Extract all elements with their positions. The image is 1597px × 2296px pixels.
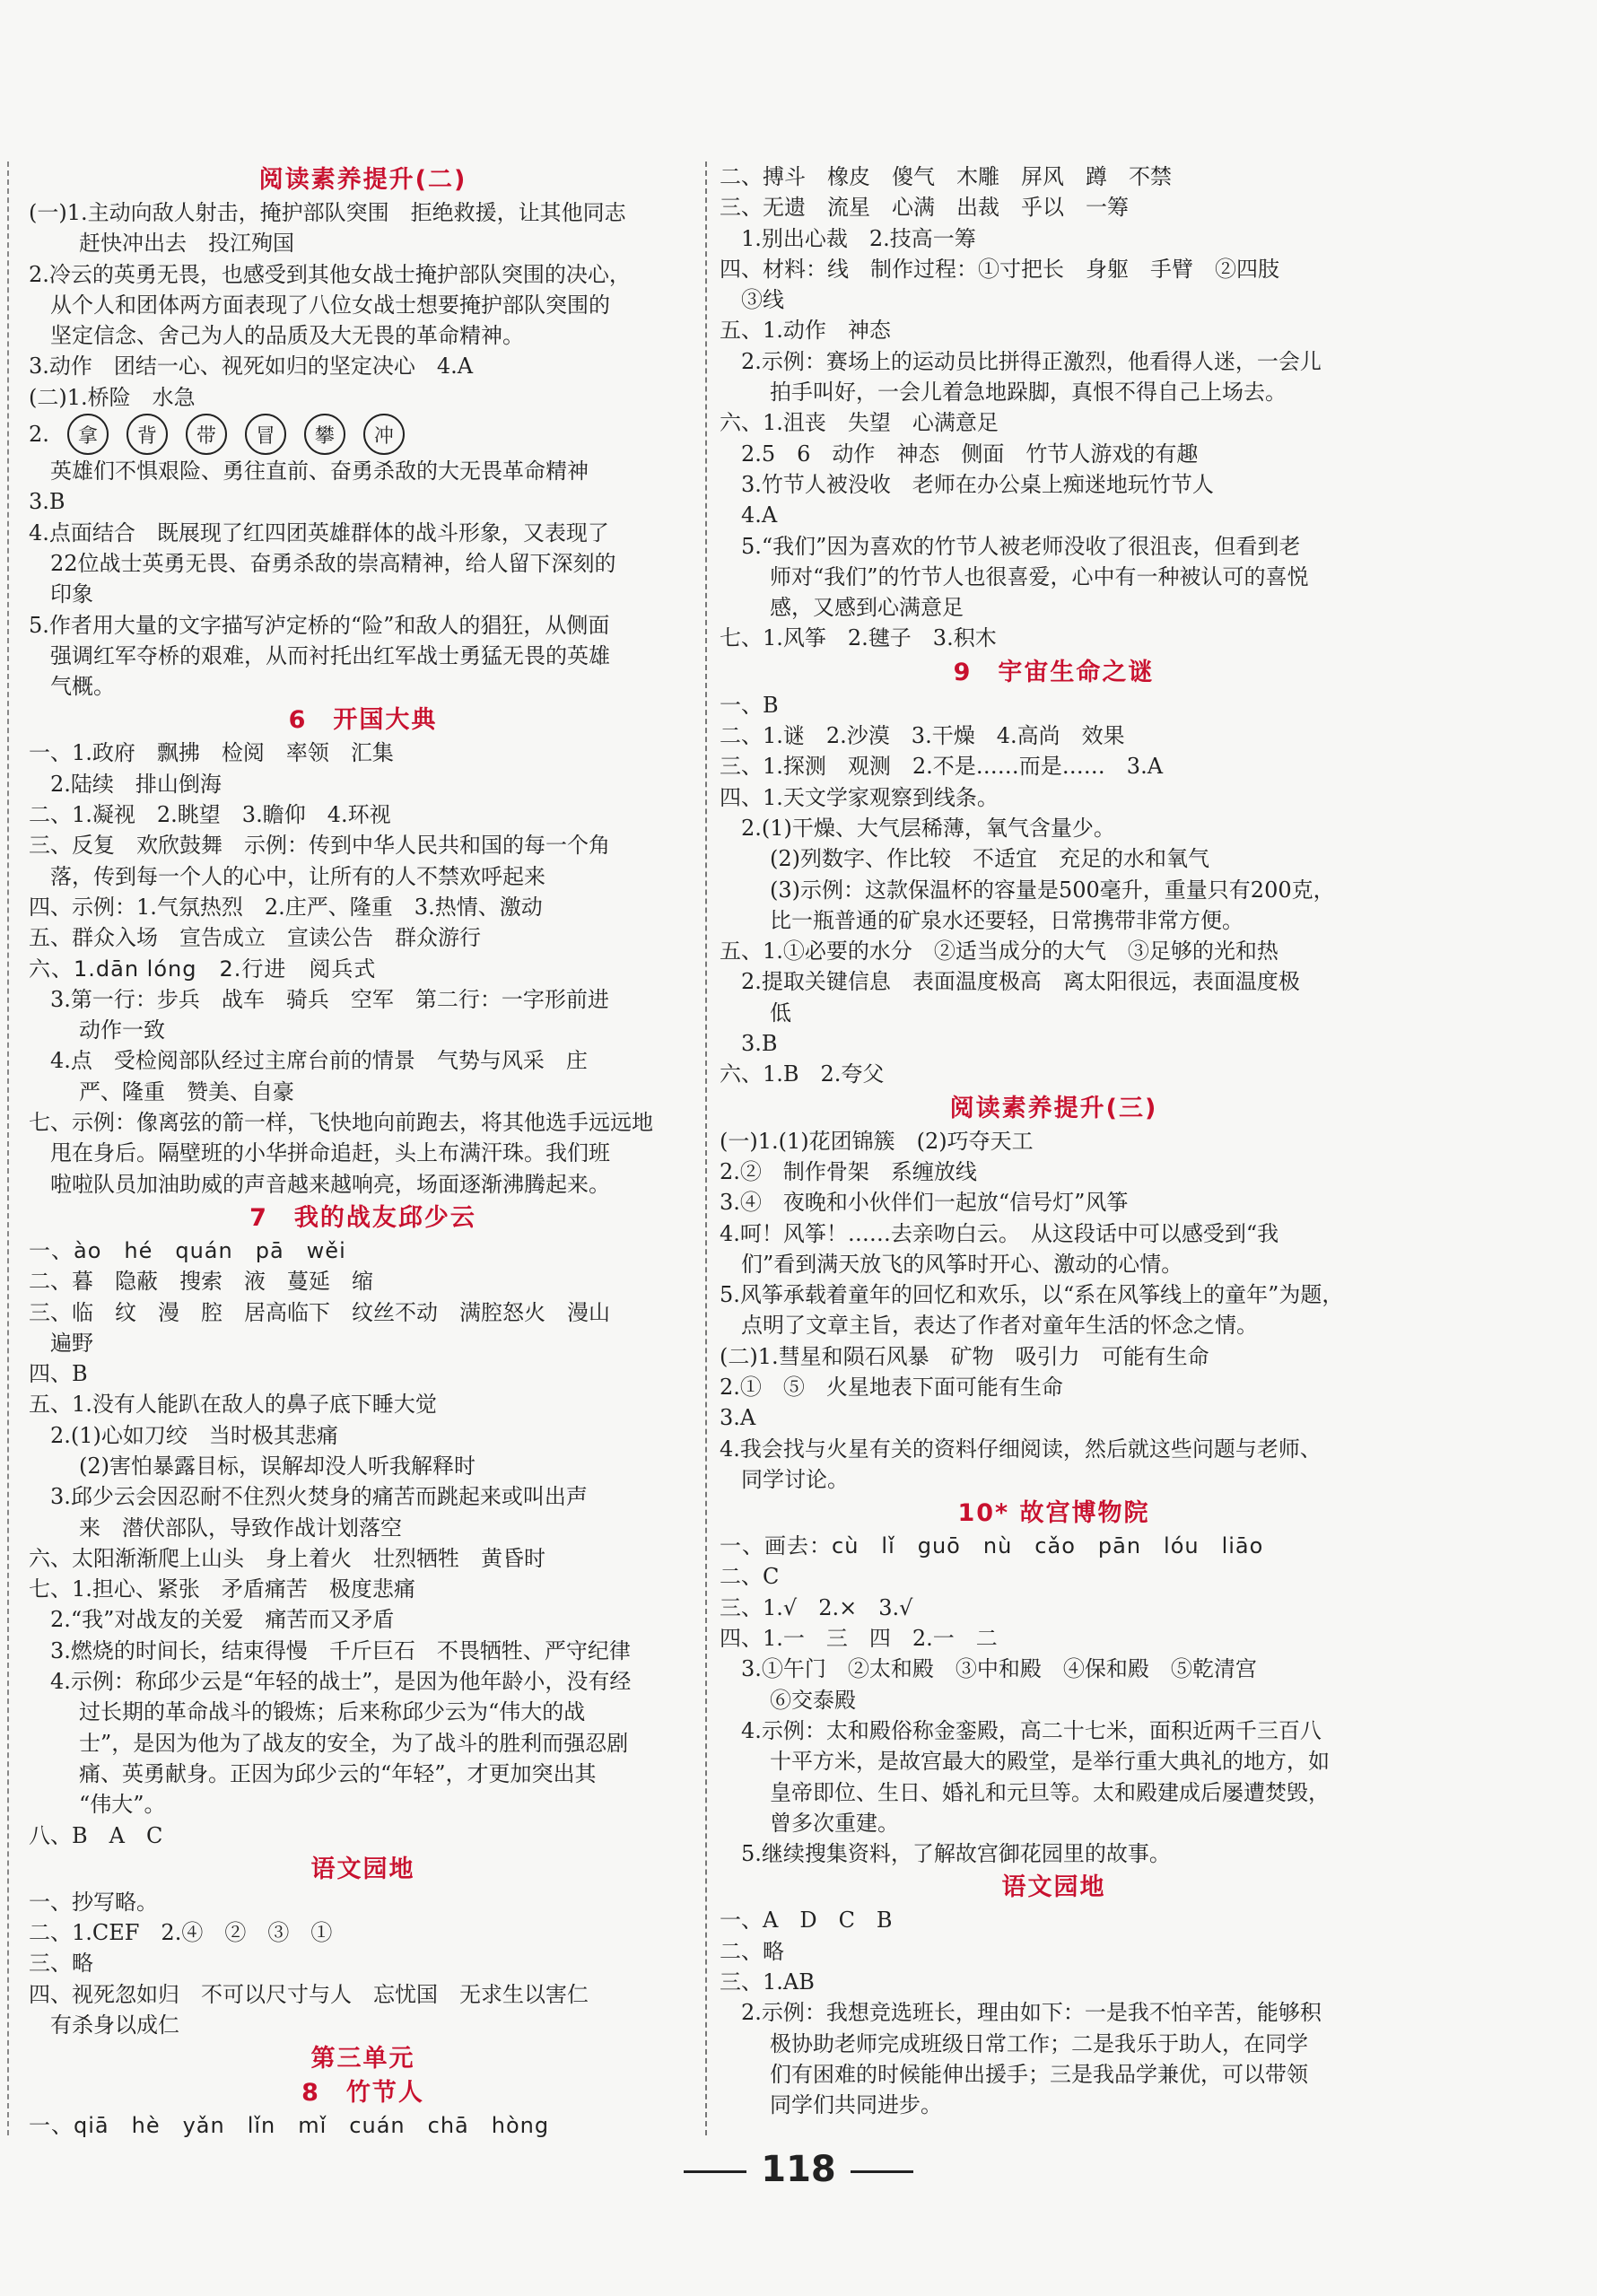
answer-line: 三、1.AB <box>720 1969 815 1995</box>
answer-line: 有杀身以成仁 <box>50 2012 179 2038</box>
answer-line: 4.点 受检阅部队经过主席台前的情景 气势与风采 庄 <box>50 1048 588 1074</box>
answer-line: 2.(1)干燥、大气层稀薄，氧气含量少。 <box>741 815 1115 841</box>
answer-line: 们”看到满天放飞的风筝时开心、激动的心情。 <box>741 1251 1183 1277</box>
answer-line: 痛、英勇献身。正因为邱少云的“年轻”，才更加突出其 <box>79 1760 597 1786</box>
answer-line: 2.“我”对战友的关爱 痛苦而又矛盾 <box>50 1607 395 1633</box>
answer-line: 3.④ 夜晚和小伙伴们一起放“信号灯”风筝 <box>720 1190 1129 1216</box>
answer-line: 3.竹节人被没收 老师在办公桌上痴迷地玩竹节人 <box>741 471 1214 497</box>
answer-line: 动作一致 <box>79 1017 165 1043</box>
answer-line: 一、抄写略。 <box>29 1889 158 1915</box>
answer-line: 皇帝即位、生日、婚礼和元旦等。太和殿建成后屡遭焚毁， <box>770 1779 1330 1805</box>
answer-line: 5.继续搜集资料，了解故宫御花园里的故事。 <box>741 1841 1171 1867</box>
circled-character: 背 <box>127 414 168 455</box>
answer-line: 落，传到每一个人的心中，让所有的人不禁欢呼起来 <box>50 863 545 889</box>
page-number <box>0 2149 1597 2190</box>
answer-line: 强调红军夺桥的艰难，从而衬托出红军战士勇猛无畏的英雄 <box>50 642 610 668</box>
answer-line: 一、1.政府 飘拂 检阅 率领 汇集 <box>29 740 394 766</box>
answer-line: 3.B <box>29 489 65 515</box>
answer-line: 三、1.探测 观测 2.不是……而是…… 3.A <box>720 754 1164 780</box>
answer-line: 四、B <box>29 1361 88 1387</box>
answer-line: 2.示例：我想竞选班长，理由如下：一是我不怕辛苦，能够积 <box>741 2000 1322 2026</box>
answer-line: 六、1.B 2.夸父 <box>720 1061 885 1087</box>
right-column <box>720 162 1388 2121</box>
answer-line: 四、视死忽如归 不可以尺寸与人 忘忧国 无求生以害仁 <box>29 1981 589 2007</box>
answer-line: 一、A D C B <box>720 1908 893 1934</box>
answer-line: (一)1.主动向敌人射击，掩护部队突围 拒绝救援，让其他同志 <box>29 200 626 225</box>
answer-line: 七、示例：像离弦的箭一样，飞快地向前跑去，将其他选手远远地 <box>29 1110 653 1136</box>
answer-line: 四、1.天文学家观察到线条。 <box>720 784 999 810</box>
circled-characters-row <box>29 413 697 456</box>
answer-line: 严、隆重 赞美、自豪 <box>79 1078 294 1104</box>
answer-line: 八、B A C <box>29 1822 163 1848</box>
answer-line: 3.燃烧的时间长，结束得慢 千斤巨石 不畏牺牲、严守纪律 <box>50 1637 631 1663</box>
answer-line: 三、略 <box>29 1951 93 1977</box>
answer-line: 3.①午门 ②太和殿 ③中和殿 ④保和殿 ⑤乾清宫 <box>741 1656 1257 1682</box>
answer-line: 3.A <box>720 1405 756 1431</box>
answer-line: (2)害怕暴露目标，误解却没人听我解释时 <box>79 1453 476 1479</box>
answer-line: 从个人和团体两方面表现了八位女战士想要掩护部队突围的 <box>50 292 610 318</box>
answer-line: 十平方米，是故宫最大的殿堂，是举行重大典礼的地方，如 <box>770 1749 1330 1775</box>
answer-line: 点明了文章主旨，表达了作者对童年生活的怀念之情。 <box>741 1313 1258 1339</box>
section-heading: 语文园地 <box>1001 1873 1106 1902</box>
answer-line: 士”，是因为他为了战友的安全，为了战斗的胜利而强忍剧 <box>79 1730 629 1756</box>
answer-line: 极协助老师完成班级日常工作；二是我乐于助人，在同学 <box>770 2030 1308 2056</box>
answer-line: 2.冷云的英勇无畏，也感受到其他女战士掩护部队突围的决心， <box>29 261 631 287</box>
answer-line: 一、B <box>720 692 779 718</box>
answer-line: 七、1.担心、紧张 矛盾痛苦 极度悲痛 <box>29 1576 415 1602</box>
section-heading: 10* 故宫博物院 <box>957 1499 1150 1528</box>
answer-line: 二、1.CEF 2.④ ② ③ ① <box>29 1920 333 1946</box>
answer-line: 遍野 <box>50 1330 93 1356</box>
section-heading: 语文园地 <box>310 1855 415 1883</box>
section-heading: 第三单元 <box>310 2045 415 2073</box>
answer-line: (2)列数字、作比较 不适宜 充足的水和氧气 <box>770 846 1209 872</box>
answer-line: ③线 <box>741 287 784 313</box>
answer-line: 气概。 <box>50 674 115 700</box>
answer-line: 二、1.凝视 2.眺望 3.瞻仰 4.环视 <box>29 802 391 828</box>
answer-line: 2.陆续 排山倒海 <box>50 771 222 797</box>
answer-line: 七、1.风筝 2.毽子 3.积木 <box>720 625 997 651</box>
answer-line: 一、ào hé quán pā wěi <box>29 1237 346 1263</box>
answer-line: 一、画去：cù lǐ guō nù cǎo pān lóu liāo <box>720 1533 1264 1559</box>
answer-line: 啦啦队员加油助威的声音越来越响亮，场面逐渐沸腾起来。 <box>50 1171 610 1197</box>
answer-line: 印象 <box>50 581 93 607</box>
answer-line: 三、无遗 流星 心满 出裁 乎以 一筹 <box>720 195 1129 221</box>
circled-character: 攀 <box>304 414 345 455</box>
binding-edge-line <box>7 162 10 2135</box>
answer-line: 拍手叫好，一会儿着急地跺脚，真恨不得自己上场去。 <box>770 380 1287 406</box>
answer-line: 们有困难的时候能伸出援手；三是我品学兼优，可以带领 <box>770 2061 1308 2087</box>
answer-line: 2.5 6 动作 神态 侧面 竹节人游戏的有趣 <box>741 441 1199 467</box>
answer-line: 5.风筝承载着童年的回忆和欢乐，以“系在风筝线上的童年”为题， <box>720 1282 1344 1308</box>
answer-line: (3)示例：这款保温杯的容量是500毫升，重量只有200克， <box>770 877 1335 903</box>
answer-line: 比一瓶普通的矿泉水还要轻，日常携带非常方便。 <box>770 907 1244 933</box>
answer-line: 2.示例：赛场上的运动员比拼得正激烈，他看得人迷，一会儿 <box>741 348 1322 374</box>
answer-line: 4.点面结合 既展现了红四团英雄群体的战斗形象，又表现了 <box>29 519 609 546</box>
section-heading: 6 开国大典 <box>288 706 438 735</box>
answer-line: 3.第一行：步兵 战车 骑兵 空军 第二行：一字形前进 <box>50 986 609 1012</box>
page-number-dash-left <box>684 2170 746 2173</box>
answer-line: 3.邱少云会因忍耐不住烈火焚身的痛苦而跳起来或叫出声 <box>50 1484 588 1510</box>
answer-line: 英雄们不惧艰险、勇往直前、奋勇杀敌的大无畏革命精神 <box>50 458 589 485</box>
answer-line: 三、临 纹 漫 腔 居高临下 纹丝不动 满腔怒火 漫山 <box>29 1299 610 1325</box>
answer-line: 4.示例：太和殿俗称金銮殿，高二十七米，面积近两千三百八 <box>741 1717 1322 1743</box>
answer-line: 4.示例：称邱少云是“年轻的战士”，是因为他年龄小，没有经 <box>50 1669 632 1695</box>
answer-line: 四、材料：线 制作过程：①寸把长 身躯 手臂 ②四肢 <box>720 256 1279 282</box>
answer-line: 坚定信念、舍己为人的品质及大无畏的革命精神。 <box>50 323 524 349</box>
answer-line: 同学们共同进步。 <box>770 2092 942 2118</box>
answer-line: 五、1.没有人能趴在敌人的鼻子底下睡大觉 <box>29 1392 437 1418</box>
circled-character: 拿 <box>67 414 109 455</box>
circled-character: 冒 <box>245 414 286 455</box>
answer-line: ⑥交泰殿 <box>770 1687 856 1713</box>
section-heading: 8 竹节人 <box>301 2079 424 2108</box>
answer-line: 五、1.动作 神态 <box>720 318 891 344</box>
answer-line: 2.提取关键信息 表面温度极高 离太阳很远，表面温度极 <box>741 969 1300 995</box>
answer-line: 低 <box>770 1000 791 1026</box>
answer-line: (一)1.(1)花团锦簇 (2)巧夺天工 <box>720 1128 1034 1154</box>
answer-line: 2.① ⑤ 火星地表下面可能有生命 <box>720 1374 1063 1400</box>
circled-character: 冲 <box>363 414 405 455</box>
answer-line: 2.② 制作骨架 系缠放线 <box>720 1158 977 1184</box>
answer-line: 同学讨论。 <box>741 1466 849 1492</box>
answer-line: 二、搏斗 橡皮 傻气 木雕 屏风 蹲 不禁 <box>720 164 1172 189</box>
answer-line: 3.B <box>741 1031 778 1057</box>
answer-line: 5.“我们”因为喜欢的竹节人被老师没收了很沮丧，但看到老 <box>741 533 1301 559</box>
answer-line: 二、C <box>720 1564 780 1590</box>
answer-line: 五、1.①必要的水分 ②适当成分的大气 ③足够的光和热 <box>720 938 1278 965</box>
answer-line: 4.A <box>741 502 778 528</box>
answer-line: 二、略 <box>720 1938 784 1964</box>
answer-line: 二、暮 隐蔽 搜索 液 蔓延 缩 <box>29 1269 373 1295</box>
page-number-dash-right <box>851 2170 913 2173</box>
answer-line: 2.(1)心如刀绞 当时极其悲痛 <box>50 1422 338 1448</box>
answer-line: 二、1.谜 2.沙漠 3.干燥 4.高尚 效果 <box>720 723 1125 749</box>
answer-line: “伟大”。 <box>79 1792 166 1818</box>
answer-line: 五、群众入场 宣告成立 宣读公告 群众游行 <box>29 925 481 951</box>
section-heading: 9 宇宙生命之谜 <box>953 658 1155 686</box>
answer-line: 1.别出心裁 2.技高一筹 <box>741 225 976 251</box>
answer-line: 3.动作 团结一心、视死如归的坚定决心 4.A <box>29 354 474 380</box>
answer-line: 六、1.dān lóng 2.行进 阅兵式 <box>29 956 377 982</box>
answer-line: 4.呵！风筝！……去亲吻白云。 从这段话中可以感受到“我 <box>720 1220 1279 1246</box>
answer-line: 六、太阳渐渐爬上山头 身上着火 壮烈牺牲 黄昏时 <box>29 1545 545 1571</box>
answer-line: 来 潜伏部队，导致作战计划落空 <box>79 1515 402 1541</box>
page-number-text: 118 <box>761 2149 836 2190</box>
circled-character: 带 <box>186 414 227 455</box>
answer-line: 三、1.√ 2.× 3.√ <box>720 1594 913 1620</box>
answer-line: 三、反复 欢欣鼓舞 示例：传到中华人民共和国的每一个角 <box>29 833 610 859</box>
answer-line: 一、qiā hè yǎn lǐn mǐ cuán chā hòng <box>29 2113 550 2139</box>
answer-line: 赶快冲出去 投江殉国 <box>79 231 294 257</box>
answer-line: 感，又感到心满意足 <box>770 595 964 621</box>
answer-line: 22位战士英勇无畏、奋勇杀敌的崇高精神，给人留下深刻的 <box>50 550 616 576</box>
answer-line: 甩在身后。隔壁班的小华拼命追赶，头上布满汗珠。我们班 <box>50 1140 610 1166</box>
answer-line: 曾多次重建。 <box>770 1810 899 1836</box>
answer-line: (二)1.桥险 水急 <box>29 384 196 410</box>
section-heading: 阅读素养提升(二) <box>258 166 467 194</box>
answer-number: 2. <box>29 422 49 448</box>
left-column <box>29 162 697 2142</box>
section-heading: 阅读素养提升(三) <box>949 1094 1158 1122</box>
answer-line: (二)1.彗星和陨石风暴 矿物 吸引力 可能有生命 <box>720 1343 1209 1369</box>
answer-line: 四、1.一 三 四 2.一 二 <box>720 1626 998 1652</box>
answer-line: 5.作者用大量的文字描写泸定桥的“险”和敌人的猖狂，从侧面 <box>29 612 610 638</box>
answer-line: 四、示例：1.气氛热烈 2.庄严、隆重 3.热情、激动 <box>29 894 543 920</box>
column-divider <box>705 162 708 2135</box>
answer-line: 过长期的革命战斗的锻炼；后来称邱少云为“伟大的战 <box>79 1699 586 1725</box>
section-heading: 7 我的战友邱少云 <box>249 1203 476 1232</box>
answer-line: 六、1.沮丧 失望 心满意足 <box>720 410 999 436</box>
answer-line: 4.我会找与火星有关的资料仔细阅读，然后就这些问题与老师、 <box>720 1436 1322 1462</box>
answer-line: 师对“我们”的竹节人也很喜爱，心中有一种被认可的喜悦 <box>770 563 1309 589</box>
